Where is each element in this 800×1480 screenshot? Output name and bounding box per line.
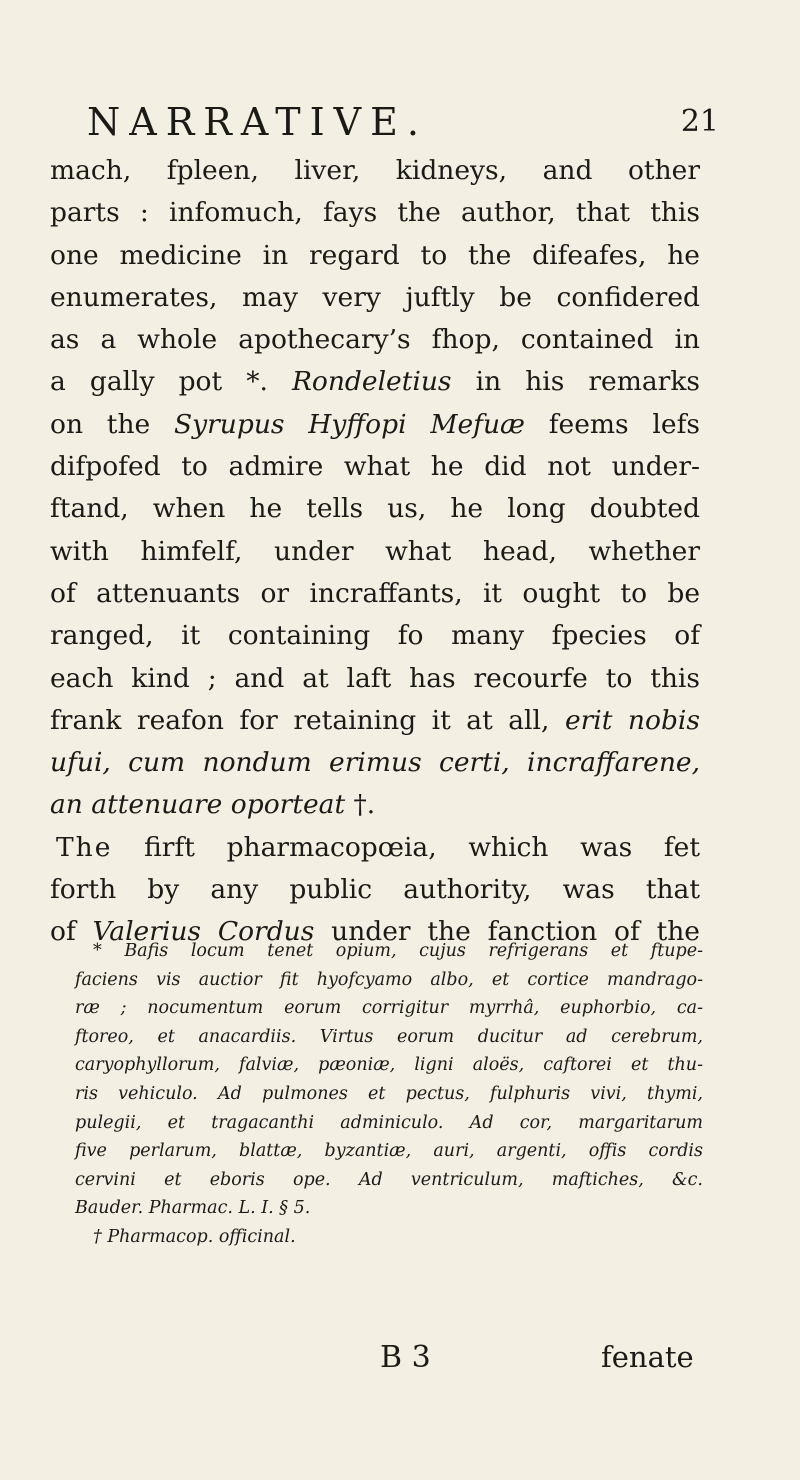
text-line: ranged, it containing fo many fpecies of	[50, 620, 700, 652]
footnote-mark: †.	[353, 789, 376, 821]
text-line: ftand, when he tells us, he long doubted	[50, 493, 700, 525]
text-line: with himfelf, under what head, whether	[50, 535, 700, 567]
footnote-line: five perlarum, blattæ, byzantiæ, auri, argenti, offis cordis	[75, 1141, 703, 1162]
text-segment: frank reafon for retaining it at all,	[50, 704, 550, 736]
text-line: enumerates, may very juftly be confidered	[50, 281, 700, 313]
footnotes	[75, 937, 703, 1252]
footnote-line: caryophyllorum, falviæ, pæoniæ, ligni aloës, caftorei et thu-	[75, 1055, 703, 1076]
latin-quote-line: ufui, cum nondum erimus certi, incraffarene,	[50, 747, 700, 779]
text-segment: a gally pot *.	[50, 366, 268, 398]
small-caps-word: The	[56, 831, 113, 863]
text-line: of attenuants or incraffants, it ought to be	[50, 577, 700, 609]
footnote-line: pulegii, et tragacanthi adminiculo. Ad cor, margaritarum	[75, 1112, 703, 1133]
text-segment: firft pharmacopœia, which was fet	[144, 831, 700, 863]
text-segment: of	[50, 916, 76, 948]
footnote-line: ræ ; nocumentum eorum corrigitur myrrhâ, euphorbio, ca-	[75, 998, 703, 1019]
running-title: NARRATIVE.	[87, 100, 428, 144]
text-line	[50, 404, 700, 446]
text-segment: feems lefs	[548, 408, 700, 440]
remedy-name: Syrupus Hyffopi Mefuæ	[174, 408, 525, 440]
text-line: as a whole apothecary’s fhop, contained in	[50, 324, 700, 356]
text-line	[50, 827, 700, 869]
page-footer	[0, 1340, 800, 1380]
footnote-line: Bauder. Pharmac. L. I. § 5.	[75, 1198, 311, 1219]
text-line: one medicine in regard to the difeafes, he	[50, 239, 700, 271]
latin-quote: erit nobis	[564, 704, 700, 736]
footnote-line: faciens vis auctior fit hyofcyamo albo, et cortice mandrago-	[75, 969, 703, 990]
text-segment: in his remarks	[475, 366, 700, 398]
footnote-line: ris vehiculo. Ad pulmones et pectus, fulphuris vivi, thymi,	[75, 1083, 703, 1104]
author-name: Valerius Cordus	[92, 916, 315, 948]
catchword: fenate	[601, 1340, 694, 1374]
page-number: 21	[680, 104, 719, 139]
text-line: parts : infomuch, fays the author, that this	[50, 197, 700, 229]
body-text	[50, 150, 700, 954]
text-line: mach, fpleen, liver, kidneys, and other	[50, 155, 700, 186]
footnote-line: * Bafis locum tenet opium, cujus refrigerans et ftupe-	[93, 941, 703, 961]
footnote-line: cervini et eboris ope. Ad ventriculum, maftiches, &c.	[75, 1169, 703, 1190]
text-line: difpofed to admire what he did not under-	[50, 451, 700, 483]
footnote-line: ftoreo, et anacardiis. Virtus eorum ducitur ad cerebrum,	[75, 1026, 703, 1047]
text-line	[50, 700, 700, 742]
text-segment: under the fanction of the	[331, 916, 700, 948]
text-line: forth by any public authority, was that	[50, 874, 700, 906]
signature-mark: B 3	[380, 1340, 431, 1375]
footnote-line: † Pharmacop. officinal.	[93, 1226, 296, 1247]
latin-quote: an attenuare oporteat	[50, 789, 346, 821]
page-header	[87, 100, 719, 144]
author-name: Rondeletius	[291, 366, 452, 398]
text-line	[50, 784, 700, 826]
text-line	[50, 361, 700, 403]
text-segment: on the	[50, 408, 151, 440]
text-line: each kind ; and at laft has recourfe to this	[50, 662, 700, 694]
